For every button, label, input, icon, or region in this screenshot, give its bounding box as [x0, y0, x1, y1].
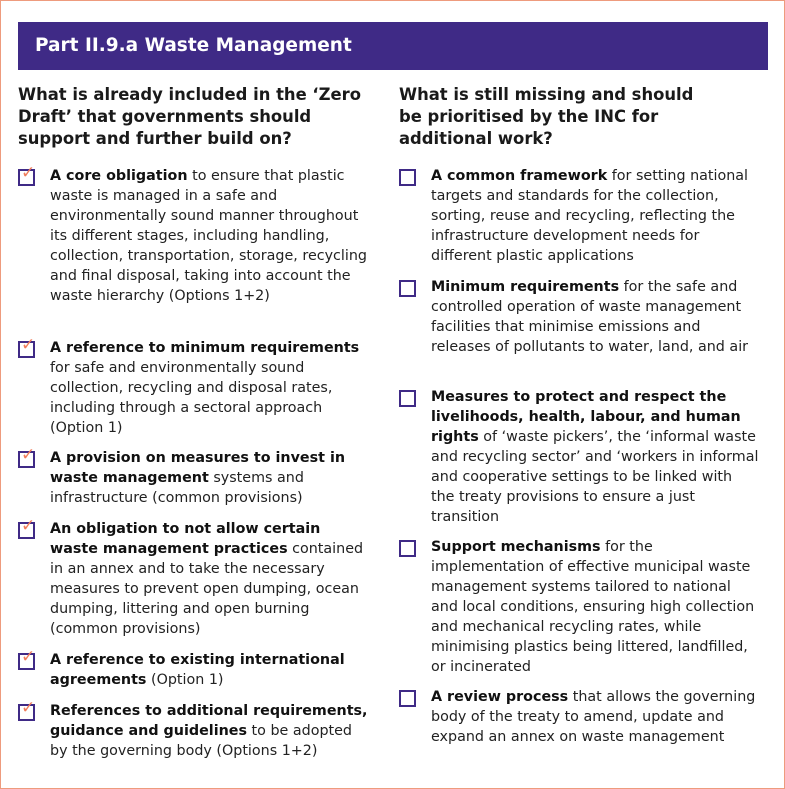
item-bold: Measures to protect and respect the livelihoods, health, labour, and human rights — [431, 389, 741, 445]
item-rest: for the implementation of effective municipal waste management systems tailored to national and local conditions, ensuring high collection and mechanical recycling rates, while minimising plastics being littered, landfilled, or incinerated — [431, 539, 755, 675]
included-heading: What is already included in the ‘Zero Draft’ that governments should support and further build on? — [18, 85, 361, 148]
checked-checkbox-icon: ✓ — [18, 653, 35, 670]
checked-checkbox-icon: ✓ — [18, 704, 35, 721]
item-text — [431, 537, 759, 677]
checked-checkbox-icon: ✓ — [18, 522, 35, 539]
item-bold: A reference to existing international agreements — [50, 652, 345, 688]
item-bold: A reference to minimum requirements — [50, 340, 360, 356]
item-text — [50, 338, 368, 438]
item-rest: to ensure that plastic waste is managed in a safe and environmentally sound manner throughout its different stages, including handling, collection, transportation, storage, recycling and final disposal, taking into account the waste hierarchy (Options 1+2) — [50, 168, 368, 304]
item-rest: contained in an annex and to take the necessary measures to prevent open dumping, ocean dumping, littering and open burning (common provisions) — [50, 541, 364, 637]
item-rest: (Option 1) — [146, 672, 224, 688]
empty-checkbox-icon — [399, 540, 416, 557]
included-column — [18, 84, 368, 759]
item-rest: for safe and environmentally sound collection, recycling and disposal rates, including through a sectoral approach (Option 1) — [50, 360, 333, 436]
item-rest: for the safe and controlled operation of waste management facilities that minimise emissions and releases of pollutants to water, land, and air — [431, 279, 749, 355]
item-bold: A common framework — [431, 168, 608, 184]
item-text — [50, 448, 368, 508]
item-text — [431, 277, 759, 357]
item-text — [50, 701, 368, 761]
item-text — [50, 166, 368, 306]
item-rest: to be adopted by the governing body (Options 1+2) — [50, 723, 352, 759]
missing-column — [399, 84, 759, 745]
item-text — [431, 166, 759, 266]
checked-checkbox-icon: ✓ — [18, 169, 35, 186]
item-text — [431, 687, 759, 747]
section-title: Part II.9.a Waste Management — [18, 22, 768, 70]
item-bold: References to additional requirements, guidance and guidelines — [50, 703, 368, 739]
item-rest: that allows the governing body of the treaty to amend, update and expand an annex on waste management — [431, 689, 756, 745]
item-text — [431, 387, 759, 527]
empty-checkbox-icon — [399, 280, 416, 297]
checked-checkbox-icon: ✓ — [18, 341, 35, 358]
empty-checkbox-icon — [399, 690, 416, 707]
empty-checkbox-icon — [399, 169, 416, 186]
item-bold: A core obligation — [50, 168, 188, 184]
item-rest: for setting national targets and standards for the collection, sorting, reuse and recycling, reflecting the infrastructure development needs for different plastic applications — [431, 168, 749, 264]
item-rest: of ‘waste pickers’, the ‘informal waste and recycling sector’ and ‘workers in informal and cooperative settings to be linked with the treaty provisions to ensure a just transition — [431, 429, 759, 525]
missing-heading: What is still missing and should be prioritised by the INC for additional work? — [399, 85, 694, 148]
item-bold: An obligation to not allow certain waste management practices — [50, 521, 321, 557]
item-bold: Minimum requirements — [431, 279, 620, 295]
item-bold: A review process — [431, 689, 569, 705]
item-text — [50, 650, 368, 690]
empty-checkbox-icon — [399, 390, 416, 407]
item-bold: Support mechanisms — [431, 539, 601, 555]
item-text — [50, 519, 368, 639]
item-rest: systems and infrastructure (common provisions) — [50, 470, 304, 506]
checked-checkbox-icon: ✓ — [18, 451, 35, 468]
item-bold: A provision on measures to invest in waste management — [50, 450, 346, 486]
